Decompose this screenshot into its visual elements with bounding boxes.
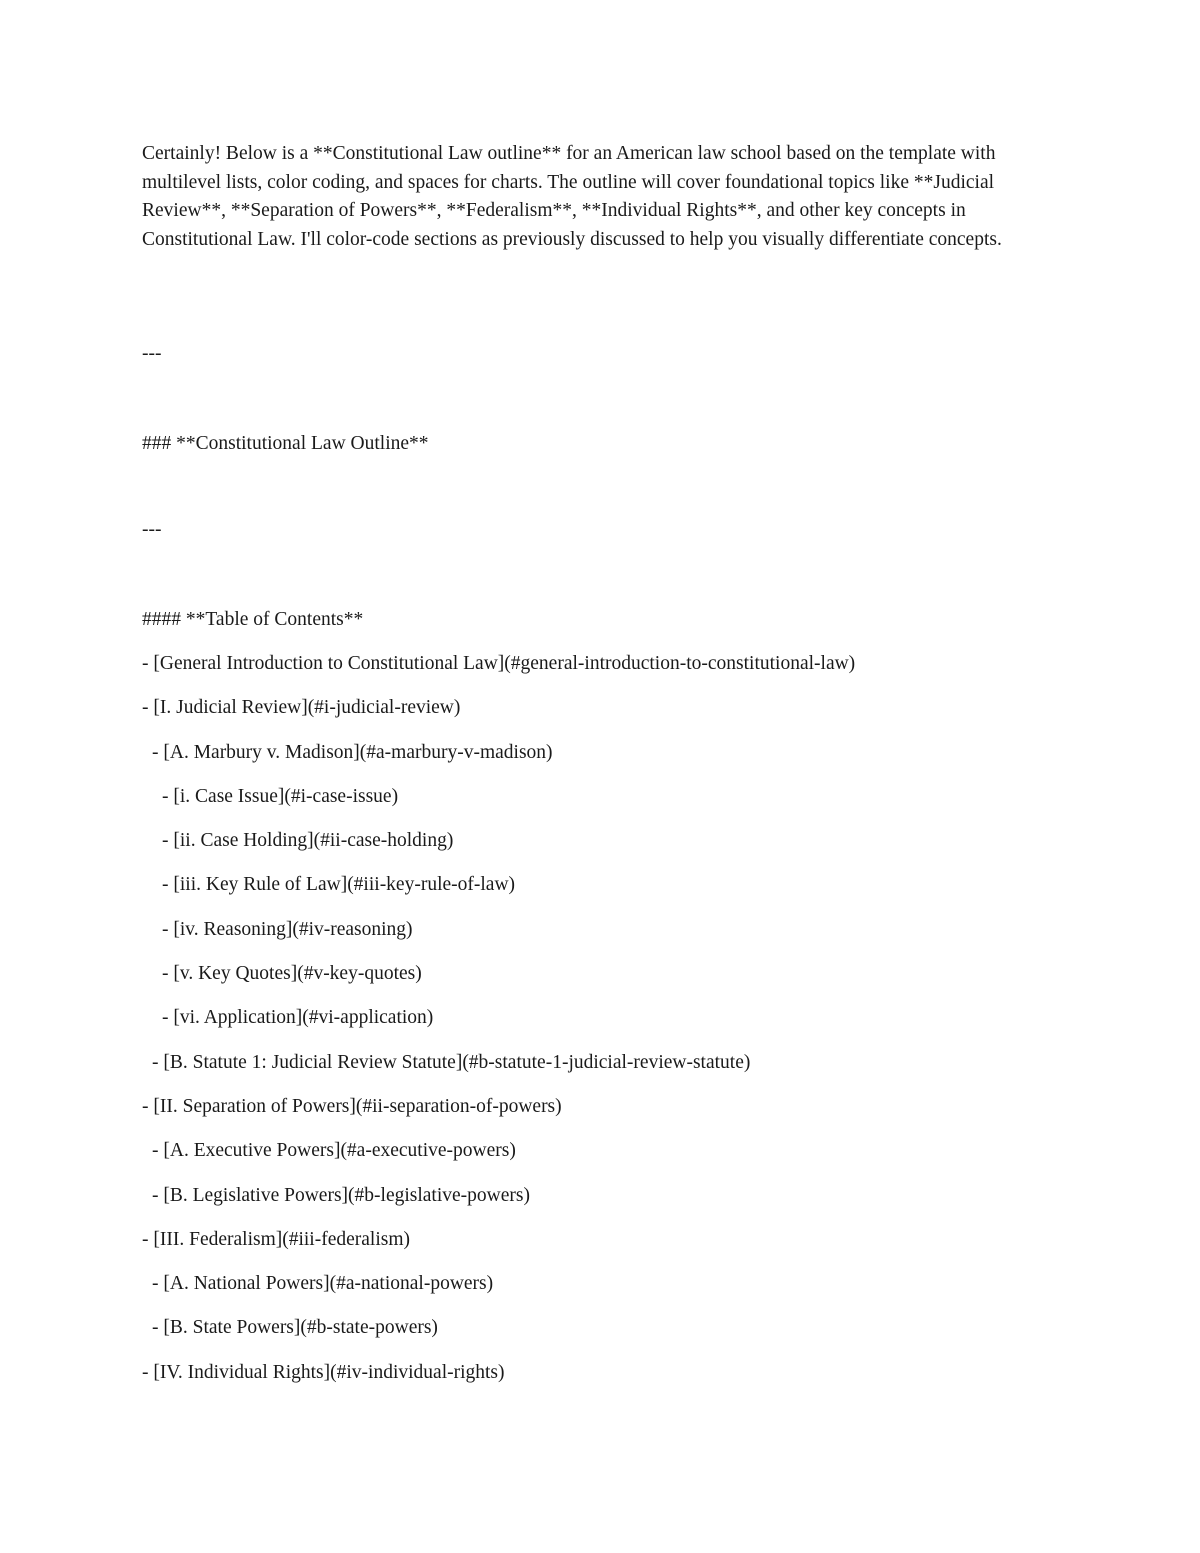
toc-item: - [General Introduction to Constitutional Law](#general-introduction-to-constitutional-law)	[142, 653, 856, 674]
document-page	[142, 140, 1062, 1383]
toc-heading: #### **Table of Contents**	[142, 609, 364, 630]
outline-heading: ### **Constitutional Law Outline**	[142, 433, 429, 454]
toc-item: - [A. Marbury v. Madison](#a-marbury-v-madison)	[152, 741, 553, 763]
table-of-contents	[142, 650, 855, 1403]
toc-item: - [i. Case Issue](#i-case-issue)	[162, 785, 399, 807]
toc-item: - [I. Judicial Review](#i-judicial-review)	[142, 697, 461, 719]
toc-item: - [IV. Individual Rights](#iv-individual-rights)	[142, 1361, 505, 1383]
toc-item: - [iv. Reasoning](#iv-reasoning)	[162, 918, 413, 940]
toc-item: - [B. Statute 1: Judicial Review Statute](#b-statute-1-judicial-review-statute)	[152, 1051, 751, 1073]
toc-item: - [A. National Powers](#a-national-powers)	[152, 1273, 494, 1295]
toc-item: - [ii. Case Holding](#ii-case-holding)	[162, 830, 454, 852]
toc-item: - [III. Federalism](#iii-federalism)	[142, 1228, 411, 1250]
separator-line: ---	[142, 343, 162, 364]
toc-item: - [B. State Powers](#b-state-powers)	[152, 1317, 438, 1339]
toc-item: - [v. Key Quotes](#v-key-quotes)	[162, 963, 422, 985]
toc-item: - [iii. Key Rule of Law](#iii-key-rule-of-law)	[162, 874, 516, 896]
toc-item: - [B. Legislative Powers](#b-legislative-powers)	[152, 1184, 530, 1206]
toc-item: - [vi. Application](#vi-application)	[162, 1007, 434, 1029]
intro-paragraph: Certainly! Below is a **Constitutional Law outline** for an American law school based on the template with multilevel lists, color coding, and spaces for charts. The outline will cover foundational topics like **Judicial Review**, **Separation of Powers**, **Federalism**, **Individual Rights**, and other key concepts in Constitutional Law. I'll color-code sections as previously discussed to help you visually differentiate concepts.	[142, 143, 1002, 251]
toc-item: - [A. Executive Powers](#a-executive-powers)	[152, 1140, 516, 1162]
toc-item: - [II. Separation of Powers](#ii-separation-of-powers)	[142, 1095, 562, 1117]
separator-line: ---	[142, 519, 162, 540]
